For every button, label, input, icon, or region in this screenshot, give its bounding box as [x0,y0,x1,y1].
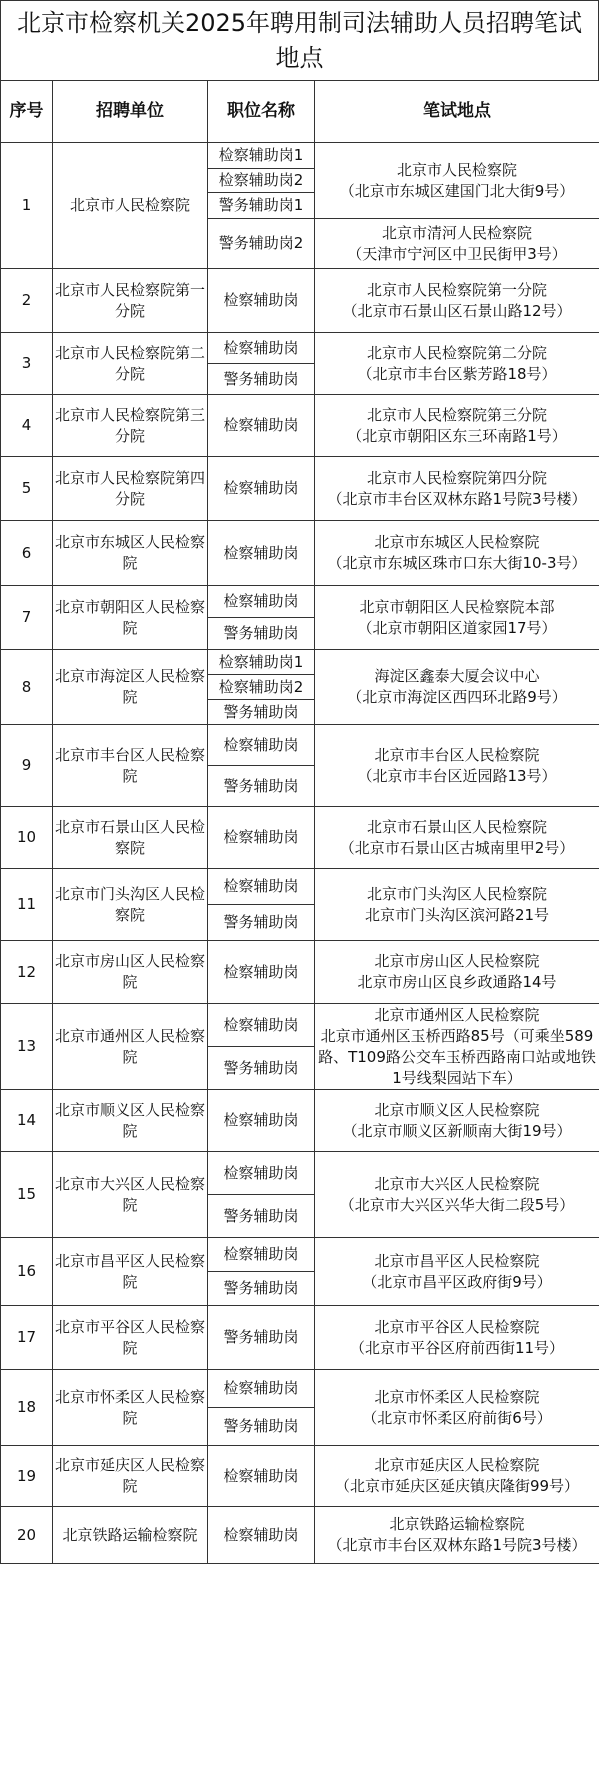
position-name: 警务辅助岗 [208,700,315,725]
recruiting-unit: 北京市人民检察院第一分院 [53,269,208,333]
recruiting-unit: 北京市人民检察院 [53,143,208,269]
position-name: 检察辅助岗 [208,1152,315,1195]
page-title: 北京市检察机关2025年聘用制司法辅助人员招聘笔试地点 [0,0,599,80]
table-row [1,521,599,586]
row-number: 2 [1,269,53,333]
table-row [1,1152,599,1195]
row-number: 14 [1,1090,53,1152]
recruiting-unit: 北京市顺义区人民检察院 [53,1090,208,1152]
location-name: 北京市通州区人民检察院 [374,1005,540,1024]
location-address: （北京市朝阳区东三环南路1号） [347,426,567,445]
location-address: 北京市门头沟区滨河路21号 [364,905,550,924]
position-name: 警务辅助岗 [208,1195,315,1238]
location-name: 北京市人民检察院第三分院 [366,405,547,424]
exam-location [315,941,599,1004]
recruiting-unit: 北京铁路运输检察院 [53,1507,208,1564]
exam-location [315,269,599,333]
position-name: 检察辅助岗1 [208,650,315,675]
exam-location [315,521,599,586]
row-number: 10 [1,807,53,869]
row-number: 8 [1,650,53,725]
location-name: 海淀区鑫泰大厦会议中心 [374,667,540,685]
position-name: 检察辅助岗 [208,333,315,364]
position-name: 检察辅助岗 [208,941,315,1004]
row-number: 6 [1,521,53,586]
recruiting-unit: 北京市人民检察院第四分院 [53,457,208,521]
position-name: 警务辅助岗 [208,766,315,807]
exam-location-table [0,80,599,1564]
recruiting-unit: 北京市东城区人民检察院 [53,521,208,586]
table-row [1,1507,599,1564]
table-row [1,1370,599,1408]
location-name: 北京市人民检察院 [396,160,517,179]
location-address: （北京市石景山区石景山路12号） [342,301,572,320]
exam-location [315,457,599,521]
location-address: （北京市顺义区新顺南大街19号） [342,1121,572,1140]
position-name: 警务辅助岗2 [208,219,315,269]
row-number: 20 [1,1507,53,1564]
position-name: 检察辅助岗 [208,1507,315,1564]
exam-location [315,1370,599,1446]
position-name: 警务辅助岗 [208,905,315,941]
row-number: 17 [1,1306,53,1370]
location-address: （北京市丰台区近园路13号） [357,766,557,785]
row-number: 11 [1,869,53,941]
position-name: 检察辅助岗 [208,869,315,905]
location-name: 北京市丰台区人民检察院 [374,745,540,764]
recruiting-unit: 北京市延庆区人民检察院 [53,1446,208,1507]
position-name: 检察辅助岗 [208,457,315,521]
position-name: 警务辅助岗 [208,1047,315,1090]
location-name: 北京市平谷区人民检察院 [374,1317,540,1336]
position-name: 检察辅助岗 [208,1090,315,1152]
location-address: （天津市宁河区中卫民街甲3号） [347,244,567,263]
exam-location [315,725,599,807]
table-row [1,1446,599,1507]
row-number: 19 [1,1446,53,1507]
table-row [1,1004,599,1047]
location-address: （北京市大兴区兴华大街二段5号） [339,1195,575,1214]
row-number: 16 [1,1238,53,1306]
location-address: （北京市石景山区古城南里甲2号） [339,838,575,857]
location-name: 北京市朝阳区人民检察院本部 [359,597,555,616]
row-number: 5 [1,457,53,521]
location-name: 北京市门头沟区人民检察院 [366,884,547,903]
position-name: 警务辅助岗 [208,1408,315,1446]
position-name: 检察辅助岗 [208,1004,315,1047]
location-name: 北京市人民检察院第一分院 [366,280,547,299]
position-name: 警务辅助岗 [208,364,315,395]
recruiting-unit: 北京市平谷区人民检察院 [53,1306,208,1370]
recruiting-unit: 北京市石景山区人民检察院 [53,807,208,869]
exam-location [315,395,599,457]
exam-location [315,1238,599,1306]
position-name: 检察辅助岗 [208,807,315,869]
location-name: 北京市昌平区人民检察院 [374,1251,540,1270]
location-name: 北京铁路运输检察院 [389,1515,525,1533]
position-name: 检察辅助岗 [208,586,315,618]
location-address: （北京市东城区珠市口东大街10-3号） [327,554,587,572]
recruiting-unit: 北京市丰台区人民检察院 [53,725,208,807]
table-row [1,725,599,766]
row-number: 4 [1,395,53,457]
location-name: 北京市顺义区人民检察院 [374,1100,540,1119]
location-address: （北京市丰台区双林东路1号院3号楼） [327,1536,587,1554]
position-name: 检察辅助岗1 [208,143,315,169]
exam-location [315,650,599,725]
position-name: 检察辅助岗2 [208,675,315,700]
table-row [1,333,599,364]
row-number: 18 [1,1370,53,1446]
location-address: （北京市丰台区双林东路1号院3号楼） [327,489,587,508]
exam-location [315,333,599,395]
recruiting-unit: 北京市朝阳区人民检察院 [53,586,208,650]
row-number: 3 [1,333,53,395]
exam-location [315,1152,599,1238]
row-number: 9 [1,725,53,807]
position-name: 检察辅助岗 [208,269,315,333]
location-name: 北京市怀柔区人民检察院 [374,1387,540,1406]
exam-location [315,219,599,269]
position-name: 检察辅助岗 [208,1238,315,1272]
table-row [1,395,599,457]
location-address: （北京市怀柔区府前街6号） [362,1408,552,1427]
location-address: （北京市海淀区西四环北路9号） [347,688,567,706]
header-position: 职位名称 [208,81,315,143]
position-name: 检察辅助岗 [208,725,315,766]
exam-location [315,1446,599,1507]
location-name: 北京市人民检察院第二分院 [366,343,547,362]
table-row [1,1090,599,1152]
table-row [1,457,599,521]
recruiting-unit: 北京市门头沟区人民检察院 [53,869,208,941]
exam-location [315,1507,599,1564]
location-address: （北京市平谷区府前西街11号） [349,1338,565,1357]
table-row [1,1306,599,1370]
recruiting-unit: 北京市怀柔区人民检察院 [53,1370,208,1446]
location-address: 北京市通州区玉桥西路85号（可乘坐589路、T109路公交车玉桥西路南口站或地铁1号线梨园站下车） [318,1026,596,1087]
exam-location [315,1306,599,1370]
location-name: 北京市东城区人民检察院 [374,533,540,551]
recruiting-unit: 北京市海淀区人民检察院 [53,650,208,725]
recruiting-unit: 北京市人民检察院第三分院 [53,395,208,457]
location-name: 北京市清河人民检察院 [381,223,532,242]
exam-location [315,807,599,869]
row-number: 13 [1,1004,53,1090]
recruiting-unit: 北京市昌平区人民检察院 [53,1238,208,1306]
location-address: （北京市昌平区政府街9号） [362,1272,552,1291]
location-address: （北京市东城区建国门北大街9号） [339,181,575,200]
table-row [1,650,599,675]
position-name: 警务辅助岗 [208,1306,315,1370]
row-number: 15 [1,1152,53,1238]
table-row [1,941,599,1004]
table-row [1,807,599,869]
location-name: 北京市房山区人民检察院 [374,952,540,970]
position-name: 警务辅助岗 [208,1272,315,1306]
header-no: 序号 [1,81,53,143]
row-number: 12 [1,941,53,1004]
row-number: 1 [1,143,53,269]
table-header-row [1,81,599,143]
exam-location [315,869,599,941]
position-name: 警务辅助岗1 [208,193,315,219]
position-name: 检察辅助岗 [208,521,315,586]
location-name: 北京市大兴区人民检察院 [374,1174,540,1193]
location-address: 北京市房山区良乡政通路14号 [357,973,557,991]
position-name: 检察辅助岗 [208,395,315,457]
table-body [1,143,599,1564]
location-name: 北京市延庆区人民检察院 [374,1456,540,1474]
table-row [1,1238,599,1272]
position-name: 检察辅助岗2 [208,169,315,193]
position-name: 检察辅助岗 [208,1370,315,1408]
recruiting-unit: 北京市房山区人民检察院 [53,941,208,1004]
exam-location [315,1004,599,1090]
position-name: 警务辅助岗 [208,618,315,650]
header-unit: 招聘单位 [53,81,208,143]
location-address: （北京市丰台区紫芳路18号） [357,364,557,383]
recruiting-unit: 北京市通州区人民检察院 [53,1004,208,1090]
exam-location [315,143,599,219]
exam-location [315,1090,599,1152]
location-name: 北京市人民检察院第四分院 [366,468,547,487]
table-row [1,143,599,169]
row-number: 7 [1,586,53,650]
exam-location [315,586,599,650]
location-name: 北京市石景山区人民检察院 [366,817,547,836]
position-name: 检察辅助岗 [208,1446,315,1507]
location-address: （北京市延庆区延庆镇庆隆街99号） [334,1477,580,1495]
recruiting-unit: 北京市大兴区人民检察院 [53,1152,208,1238]
recruiting-unit: 北京市人民检察院第二分院 [53,333,208,395]
header-location: 笔试地点 [315,81,599,143]
table-row [1,269,599,333]
table-row [1,869,599,905]
table-row [1,586,599,618]
location-address: （北京市朝阳区道家园17号） [357,618,557,637]
